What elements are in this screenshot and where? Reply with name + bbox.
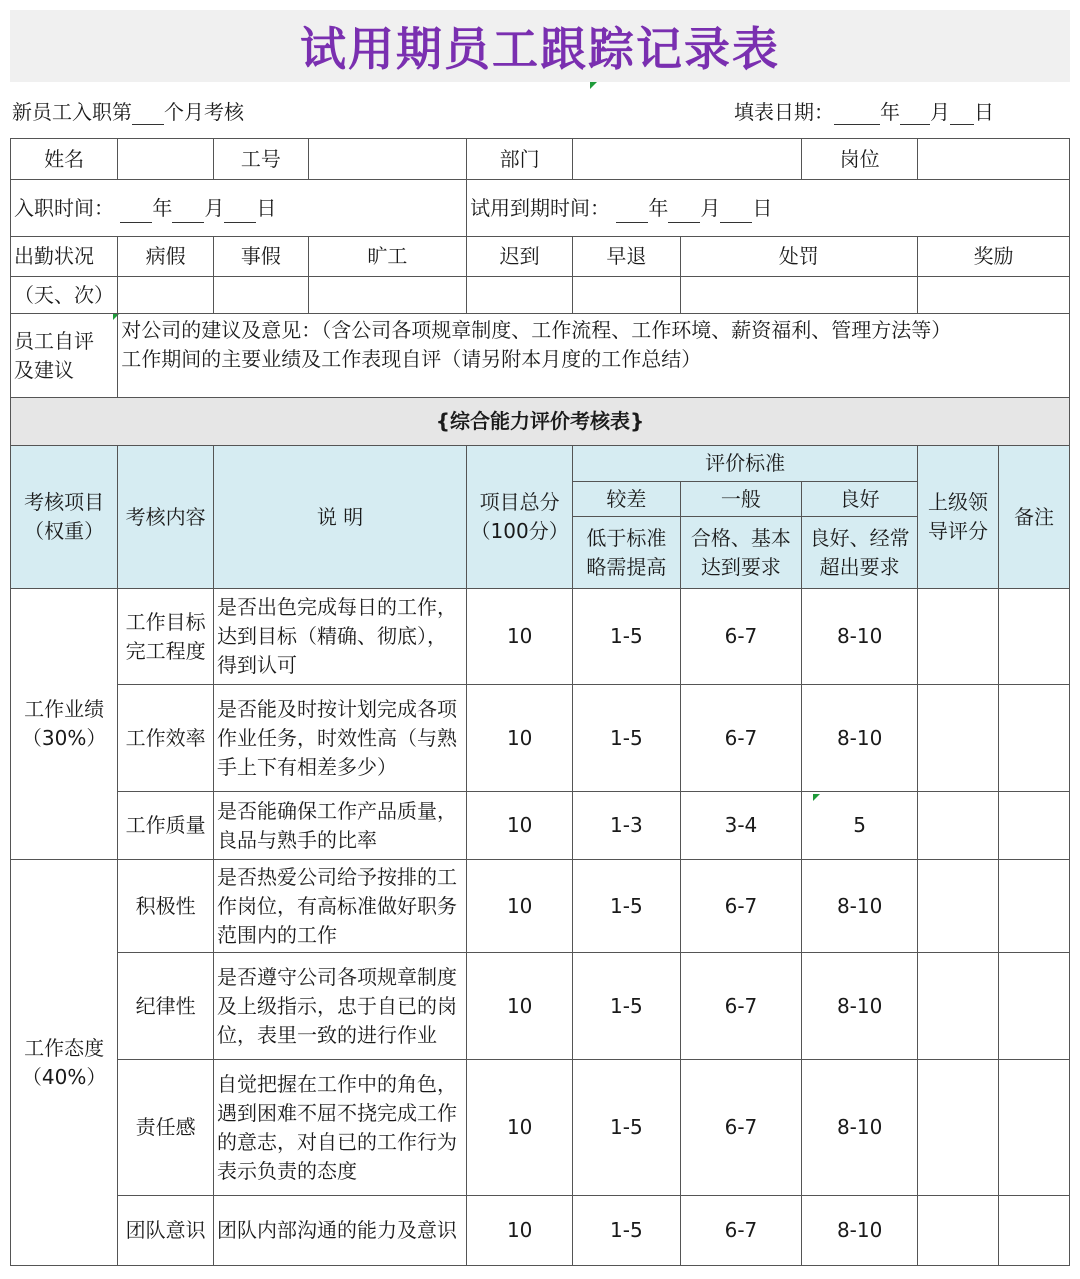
- row-normal: 6-7: [680, 1060, 802, 1196]
- fill-year-unit: 年: [880, 100, 900, 124]
- row-item: 责任感: [118, 1060, 214, 1196]
- row-good: 8-10: [802, 1060, 918, 1196]
- row-total: 10: [467, 1060, 573, 1196]
- remark-field[interactable]: [999, 589, 1070, 685]
- row-description: 是否能确保工作产品质量，良品与熟手的比率: [214, 792, 467, 860]
- header-poor-desc-line2: 略需提高: [586, 554, 667, 579]
- employee-id-label: 工号: [214, 139, 309, 180]
- supervisor-score-field[interactable]: [917, 589, 998, 685]
- row-total: 10: [467, 589, 573, 685]
- header-item-line1: 考核项目: [24, 490, 105, 514]
- header-good-desc-line2: 超出要求: [819, 554, 900, 579]
- row-total: 10: [467, 792, 573, 860]
- row-item: 工作质量: [118, 792, 214, 860]
- penalty-field[interactable]: [680, 277, 917, 314]
- row-poor: 1-5: [573, 953, 680, 1060]
- late-field[interactable]: [467, 277, 573, 314]
- remark-field[interactable]: [999, 1196, 1070, 1266]
- remark-field[interactable]: [999, 1060, 1070, 1196]
- attendance-col-reward: 奖励: [917, 237, 1069, 277]
- assessment-month-suffix: 个月考核: [164, 100, 244, 124]
- fill-date: [734, 96, 994, 125]
- row-item: 团队意识: [118, 1196, 214, 1266]
- header-standard: 评价标准: [573, 446, 918, 482]
- supervisor-score-field[interactable]: [917, 860, 998, 953]
- join-year-unit: 年: [152, 195, 173, 220]
- row-normal: 6-7: [680, 685, 802, 792]
- row-item: 工作目标完工程度: [118, 589, 214, 685]
- attendance-col-penalty: 处罚: [680, 237, 917, 277]
- remark-field[interactable]: [999, 792, 1070, 860]
- expire-day-field[interactable]: [720, 202, 752, 223]
- row-total: 10: [467, 953, 573, 1060]
- row-poor: 1-3: [573, 792, 680, 860]
- join-day-field[interactable]: [224, 202, 256, 223]
- join-date[interactable]: [11, 180, 467, 237]
- position-label: 岗位: [802, 139, 918, 180]
- header-supervisor-score: [917, 446, 998, 589]
- expire-year-unit: 年: [648, 195, 669, 220]
- supervisor-score-field[interactable]: [917, 1196, 998, 1266]
- title-bar: [10, 10, 1070, 82]
- attendance-unit-label: （天、次）: [11, 277, 118, 314]
- fill-day-field[interactable]: [950, 104, 974, 125]
- remark-field[interactable]: [999, 860, 1070, 953]
- row-normal: 6-7: [680, 953, 802, 1060]
- supervisor-score-field[interactable]: [917, 792, 998, 860]
- header-total-line1: 项目总分: [479, 490, 560, 514]
- header-normal-desc: [680, 517, 802, 589]
- row-poor: 1-5: [573, 1196, 680, 1266]
- header-total: [467, 446, 573, 589]
- header-description: 说 明: [214, 446, 467, 589]
- department-label: 部门: [467, 139, 573, 180]
- tracking-table: [10, 138, 1070, 1266]
- attendance-col-early: 早退: [573, 237, 680, 277]
- row-description: 是否能及时按计划完成各项作业任务，时效性高（与熟手上下有相差多少）: [214, 685, 467, 792]
- section-title: {综合能力评价考核表}: [11, 398, 1070, 446]
- header-normal: 一般: [680, 482, 802, 517]
- comment-marker: [590, 82, 597, 89]
- group-performance-name: 工作业绩: [24, 697, 105, 721]
- position-field[interactable]: [917, 139, 1069, 180]
- fill-date-label: 填表日期：: [734, 100, 834, 124]
- attendance-col-personal: 事假: [214, 237, 309, 277]
- join-day-unit: 日: [256, 195, 277, 220]
- header-poor-desc: [573, 517, 680, 589]
- header-supervisor-line2: 导评分: [928, 519, 989, 543]
- row-item: 纪律性: [118, 953, 214, 1060]
- attendance-col-absent: 旷工: [308, 237, 466, 277]
- page-title: 试用期员工跟踪记录表: [300, 22, 780, 76]
- remark-field[interactable]: [999, 685, 1070, 792]
- expire-year-field[interactable]: [616, 202, 648, 223]
- join-month-unit: 月: [204, 195, 225, 220]
- attendance-label: 出勤状况: [11, 237, 118, 277]
- join-date-label: 入职时间：: [14, 195, 114, 220]
- row-good: 5: [802, 792, 918, 860]
- row-total: 10: [467, 685, 573, 792]
- month-number-field[interactable]: [132, 104, 164, 125]
- row-poor: 1-5: [573, 860, 680, 953]
- fill-year-field[interactable]: [834, 104, 880, 125]
- row-total: 10: [467, 860, 573, 953]
- header-good-desc-line1: 良好、经常: [809, 525, 910, 550]
- row-good: 8-10: [802, 860, 918, 953]
- self-eval-label-line2: 及建议: [14, 357, 74, 382]
- header-supervisor-line1: 上级领: [928, 490, 989, 514]
- assessment-month-prefix: 新员工入职第: [12, 100, 132, 124]
- row-description: 自觉把握在工作中的角色，遇到困难不屈不挠完成工作的意志，对自已的工作行为表示负责的态度: [214, 1060, 467, 1196]
- group-performance: [11, 589, 118, 860]
- sick-leave-field[interactable]: [118, 277, 214, 314]
- expire-date-label: 试用到期时间：: [470, 195, 611, 220]
- expire-month-field[interactable]: [668, 202, 700, 223]
- row-poor: 1-5: [573, 1060, 680, 1196]
- row-normal: 6-7: [680, 1196, 802, 1266]
- name-field[interactable]: [118, 139, 214, 180]
- header-normal-desc-line2: 达到要求: [700, 554, 781, 579]
- header-remark: 备注: [999, 446, 1070, 589]
- supervisor-score-field[interactable]: [917, 953, 998, 1060]
- row-description: 是否出色完成每日的工作，达到目标（精确、彻底），得到认可: [214, 589, 467, 685]
- row-item: 积极性: [118, 860, 214, 953]
- header-normal-desc-line1: 合格、基本: [690, 525, 791, 550]
- expire-date[interactable]: [467, 180, 1070, 237]
- personal-leave-field[interactable]: [214, 277, 309, 314]
- header-item-line2: （权重）: [24, 519, 105, 543]
- row-good: 8-10: [802, 1196, 918, 1266]
- row-good: 8-10: [802, 589, 918, 685]
- employee-id-field[interactable]: [308, 139, 466, 180]
- group-attitude: [11, 860, 118, 1266]
- header-poor-desc-line1: 低于标准: [586, 525, 667, 550]
- attendance-col-sick: 病假: [118, 237, 214, 277]
- attendance-col-late: 迟到: [467, 237, 573, 277]
- self-eval-performance-prompt: 工作期间的主要业绩及工作表现自评（请另附本月度的工作总结）: [121, 347, 702, 371]
- self-eval-label: [11, 314, 118, 398]
- row-description: 团队内部沟通的能力及意识: [214, 1196, 467, 1266]
- expire-day-unit: 日: [752, 195, 773, 220]
- remark-field[interactable]: [999, 953, 1070, 1060]
- header-content: 考核内容: [118, 446, 214, 589]
- group-attitude-weight: （40%）: [21, 1064, 107, 1089]
- row-description: 是否遵守公司各项规章制度及上级指示，忠于自已的岗位，表里一致的进行作业: [214, 953, 467, 1060]
- absent-field[interactable]: [308, 277, 466, 314]
- self-eval-field[interactable]: [118, 314, 1070, 398]
- group-attitude-name: 工作态度: [24, 1035, 105, 1060]
- supervisor-score-field[interactable]: [917, 1060, 998, 1196]
- self-eval-label-line1: 员工自评: [14, 328, 94, 353]
- self-eval-suggestion-prompt: 对公司的建议及意见：（含公司各项规章制度、工作流程、工作环境、薪资福利、管理方法等）: [121, 318, 952, 342]
- supervisor-score-field[interactable]: [917, 685, 998, 792]
- header-total-line2: （100分）: [470, 519, 569, 543]
- fill-day-unit: 日: [974, 100, 994, 124]
- row-good: 8-10: [802, 953, 918, 1060]
- row-normal: 6-7: [680, 589, 802, 685]
- fill-month-field[interactable]: [900, 104, 930, 125]
- assessment-month: [12, 96, 244, 125]
- join-month-field[interactable]: [172, 202, 204, 223]
- row-poor: 1-5: [573, 685, 680, 792]
- row-total: 10: [467, 1196, 573, 1266]
- row-poor: 1-5: [573, 589, 680, 685]
- row-normal: 6-7: [680, 860, 802, 953]
- row-description: 是否热爱公司给予按排的工作岗位，有高标准做好职务范围内的工作: [214, 860, 467, 953]
- group-performance-weight: （30%）: [21, 726, 107, 750]
- header-poor: 较差: [573, 482, 680, 517]
- row-item: 工作效率: [118, 685, 214, 792]
- join-year-field[interactable]: [120, 202, 152, 223]
- department-field[interactable]: [573, 139, 802, 180]
- row-normal: 3-4: [680, 792, 802, 860]
- header-item: [11, 446, 118, 589]
- row-good: 8-10: [802, 685, 918, 792]
- fill-month-unit: 月: [930, 100, 950, 124]
- reward-field[interactable]: [917, 277, 1069, 314]
- early-leave-field[interactable]: [573, 277, 680, 314]
- expire-month-unit: 月: [700, 195, 721, 220]
- name-label: 姓名: [11, 139, 118, 180]
- header-good-desc: [802, 517, 918, 589]
- header-good: 良好: [802, 482, 918, 517]
